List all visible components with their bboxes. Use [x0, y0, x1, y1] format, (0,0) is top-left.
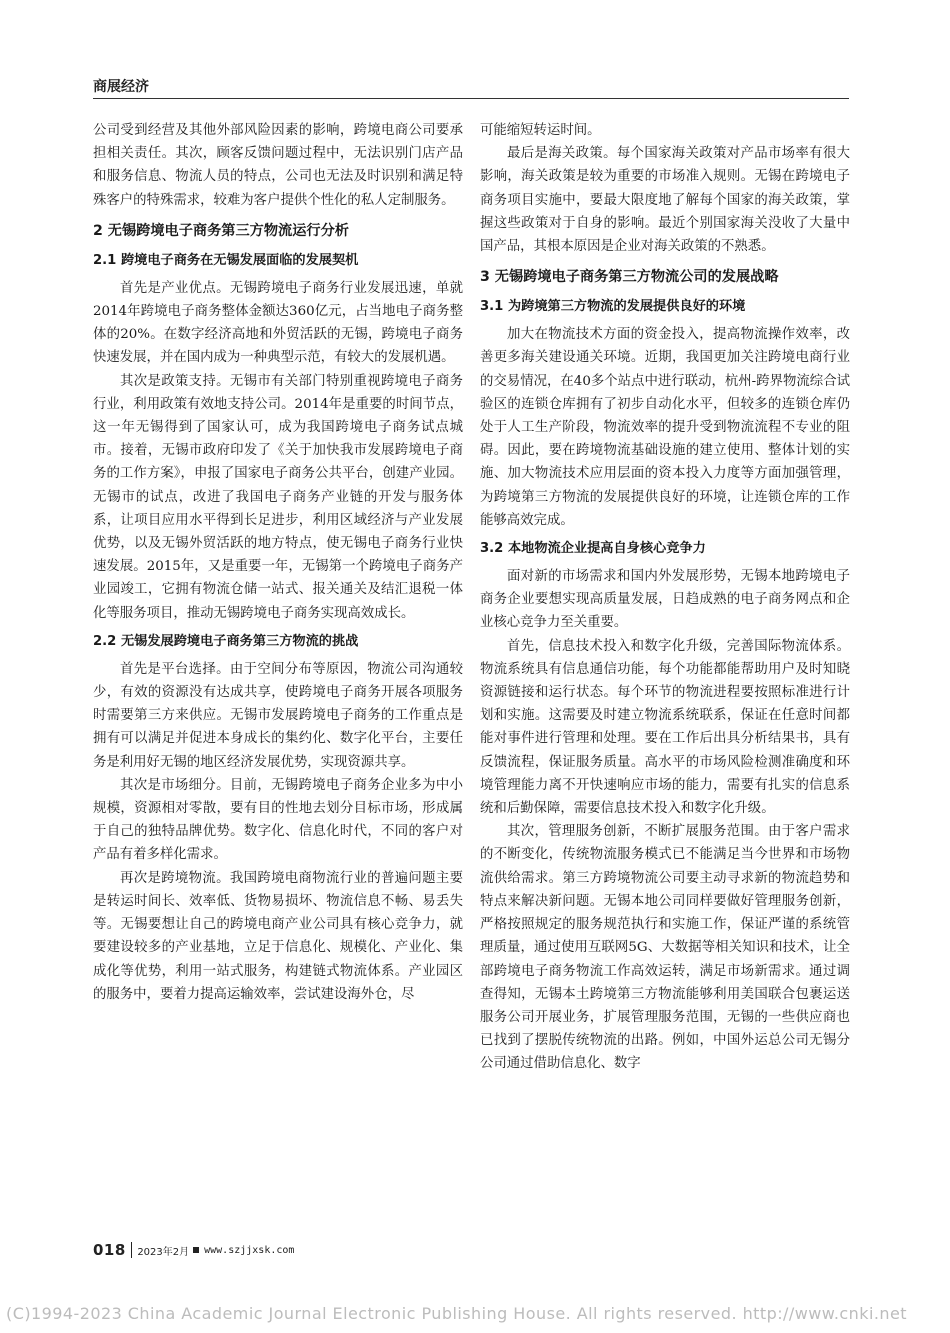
square-bullet-icon [193, 1247, 199, 1253]
paragraph: 可能缩短转运时间。 [480, 123, 601, 138]
paragraph: 首先，信息技术投入和数字化升级，完善国际物流体系。物流系统具有信息通信功能，每个功能都能帮助用户及时知晓资源链接和运行状态。每个环节的物流进程要按照标准进行计划和实施。这需要及时建立物流系统联系，保证在任意时间都能对事件进行管理和处理。要在工作后出具分析结果书，具有反馈流程，保证服务质量。高水平的市场风险检测准确度和环境管理能力离不开快速响应市场的能力，需要有扎实的信息系统和后勤保障，需要信息技术投入和数字化升级。 [480, 638, 850, 817]
page-footer [93, 1241, 294, 1259]
paragraph: 加大在物流技术方面的资金投入，提高物流操作效率，改善更多海关建设通关环境。近期，我国更加关注跨境电商行业的交易情况，在40多个站点中进行联动，杭州-跨界物流综合试验区的连锁仓库拥有了初步自动化水平，但较多的连锁仓库仍处于人工生产阶段，物流效率的提升受到物流流程不专业的阻碍。因此，要在跨境物流基础设施的建立使用、整体计划的实施、加大物流技术应用层面的资本投入力度等方面加强管理，为跨境第三方物流的发展提供良好的环境，让连锁仓库的工作能够高效完成。 [480, 327, 850, 528]
issue-date: 2023年2月 [137, 1246, 190, 1258]
subsection-heading: 3.1 为跨境第三方物流的发展提供良好的环境 [480, 299, 746, 315]
paragraph: 公司受到经营及其他外部风险因素的影响，跨境电商公司要承担相关责任。其次，顾客反馈问题过程中，无法识别门店产品和服务信息、物流人员的特点，公司也无法及时识别和满足特殊客户的特殊需求，较难为客户提供个性化的私人定制服务。 [93, 123, 463, 208]
paragraph: 其次，管理服务创新，不断扩展服务范围。由于客户需求的不断变化，传统物流服务模式已不能满足当今世界和市场物流供给需求。第三方跨境物流公司要主动寻求新的物流趋势和特点来解决新问题。无锡本地公司同样要做好管理服务创新，严格按照规定的服务规范执行和实施工作，保证严谨的系统管理质量，通过使用互联网5G、大数据等相关知识和技术，让全部跨境电子商务物流工作高效运转，满足市场新需求。通过调查得知，无锡本土跨境第三方物流能够利用美国联合包裹运送服务公司开展业务，扩展管理服务范围，无锡的一些供应商也已找到了摆脱传统物流的出路。例如，中国外运总公司无锡分公司通过借助信息化、数字 [480, 824, 850, 1072]
cnki-watermark: (C)1994-2023 China Academic Journal Electronic Publishing House. All rights reserved. http://www.cnki.net [6, 1304, 908, 1323]
subsection-heading: 3.2 本地物流企业提高自身核心竞争力 [480, 541, 706, 557]
subsection-heading: 2.2 无锡发展跨境电子商务第三方物流的挑战 [93, 633, 359, 649]
section-heading: 3 无锡跨境电子商务第三方物流公司的发展战略 [480, 269, 779, 286]
header-divider [93, 98, 849, 99]
paragraph: 首先是产业优点。无锡跨境电子商务行业发展迅速，单就2014年跨境电子商务整体金额达360亿元，占当地电子商务整体的20%。在数字经济高地和外贸活跃的无锡，跨境电子商务快速发展，并在国内成为一种典型示范，有较大的发展机遇。 [93, 280, 463, 366]
footer-divider [131, 1242, 133, 1258]
right-column [480, 119, 850, 1076]
page-number: 018 [93, 1241, 126, 1259]
journal-header-title: 商展经济 [93, 79, 149, 95]
paragraph: 其次是市场细分。目前，无锡跨境电子商务企业多为中小规模，资源相对零散，要有目的性地去划分目标市场，形成属于自己的独特品牌优势。数字化、信息化时代，不同的客户对产品有着多样化需求。 [93, 777, 463, 863]
paragraph: 面对新的市场需求和国内外发展形势，无锡本地跨境电子商务企业要想实现高质量发展，日趋成熟的电子商务网点和企业核心竞争力至关重要。 [480, 569, 850, 631]
paragraph: 再次是跨境物流。我国跨境电商物流行业的普遍问题主要是转运时间长、效率低、货物易损坏、物流信息不畅、易丢失等。无锡要想让自己的跨境电商产业公司具有核心竞争力，就要建设较多的产业基地，立足于信息化、规模化、产业化、集成化等优势，利用一站式服务，构建链式物流体系。产业园区的服务中，要着力提高运输效率，尝试建设海外仓，尽 [93, 870, 463, 1002]
paragraph: 最后是海关政策。每个国家海关政策对产品市场率有很大影响，海关政策是较为重要的市场准入规则。无锡在跨境电子商务项目实施中，要最大限度地了解每个国家的海关政策，掌握这些政策对于自身的影响。最近个别国家海关没收了大量中国产品，其根本原因是企业对海关政策的不熟悉。 [480, 146, 850, 255]
paragraph: 首先是平台选择。由于空间分布等原因，物流公司沟通较少，有效的资源没有达成共享，使跨境电子商务开展各项服务时需要第三方来供应。无锡市发展跨境电子商务的工作重点是拥有可以满足并促进本身成长的集约化、数字化平台，主要任务是利用好无锡的地区经济发展优势，实现资源共享。 [93, 661, 463, 770]
section-heading: 2 无锡跨境电子商务第三方物流运行分析 [93, 222, 349, 239]
subsection-heading: 2.1 跨境电子商务在无锡发展面临的发展契机 [93, 252, 359, 268]
left-column [93, 119, 463, 1006]
journal-website: www.szjjxsk.com [204, 1244, 295, 1256]
paragraph: 其次是政策支持。无锡市有关部门特别重视跨境电子商务行业，利用政策有效地支持公司。2014年是重要的时间节点，这一年无锡得到了国家认可，成为我国跨境电子商务试点城市。接着，无锡市政府印发了《关于加快我市发展跨境电子商务的工作方案》，申报了国家电子商务公共平台，创建产业园。无锡市的试点，改进了我国电子商务产业链的开发与服务体系，让项目应用水平得到长足进步，利用区域经济与产业发展优势，以及无锡外贸活跃的地方特点，使无锡电子商务行业快速发展。2015年，又是重要一年，无锡第一个跨境电子商务产业园竣工，它拥有物流仓储一站式、报关通关及结汇退税一体化等服务项目，推动无锡跨境电子商务实现高效成长。 [93, 373, 463, 621]
